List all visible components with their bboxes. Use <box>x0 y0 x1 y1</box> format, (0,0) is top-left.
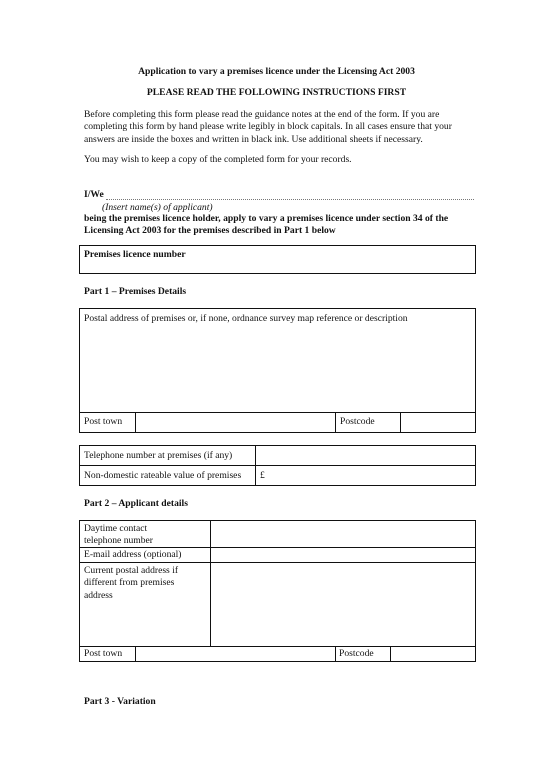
applicant-address-label-line-3: address <box>84 589 113 601</box>
applicant-postcode-label: Postcode <box>339 648 374 659</box>
iwe-label: I/We <box>84 189 104 200</box>
form-title: Application to vary a premises licence under the Licensing Act 2003 <box>138 66 415 77</box>
divider <box>135 646 136 661</box>
intro-line-3: answers are inside the boxes and written in black ink. Use additional sheets if necessary. <box>84 133 423 145</box>
divider <box>255 446 256 485</box>
applicant-name-hint: (Insert name(s) of applicant) <box>102 202 213 213</box>
premises-contact-box <box>79 445 476 486</box>
divider <box>80 562 475 563</box>
premises-address-label: Postal address of premises or, if none, ordnance survey map reference or description <box>84 313 408 324</box>
applicant-address-field[interactable] <box>215 565 470 643</box>
divider <box>400 412 401 432</box>
daytime-phone-label-line-2: telephone number <box>84 535 153 547</box>
part1-heading: Part 1 – Premises Details <box>84 286 187 297</box>
intro-line-2: completing this form by hand please write legibly in block capitals. In all cases ensure that your <box>84 121 452 133</box>
applicant-address-label-line-2: different from premises <box>84 577 175 589</box>
divider <box>135 412 136 432</box>
applicant-address-label-line-1: Current postal address if <box>84 565 179 576</box>
premises-post-town-label: Post town <box>84 416 123 427</box>
declaration-line-2: Licensing Act 2003 for the premises described in Part 1 below <box>84 225 336 237</box>
copy-note: You may wish to keep a copy of the completed form for your records. <box>84 154 352 165</box>
applicant-details-box <box>79 520 476 662</box>
licence-number-label: Premises licence number <box>84 249 186 260</box>
applicant-address-label <box>84 565 178 602</box>
declaration <box>84 213 484 238</box>
divider <box>335 646 336 661</box>
daytime-phone-label-line-1: Daytime contact <box>84 523 148 534</box>
intro-line-1: Before completing this form please read the guidance notes at the end of the form. If you are <box>84 109 440 120</box>
rateable-value-field[interactable]: £ <box>260 470 265 481</box>
divider <box>80 646 475 647</box>
daytime-phone-label <box>84 523 153 548</box>
rateable-value-label: Non-domestic rateable value of premises <box>84 470 242 481</box>
intro-paragraph <box>84 109 504 146</box>
divider <box>210 521 211 646</box>
declaration-line-1: being the premises licence holder, apply to vary a premises licence under section 34 of the <box>84 213 449 224</box>
email-label: E-mail address (optional) <box>84 549 182 560</box>
part2-heading: Part 2 – Applicant details <box>84 498 188 509</box>
premises-address-box <box>79 308 476 433</box>
part3-heading: Part 3 - Variation <box>84 696 156 707</box>
premises-postcode-label: Postcode <box>340 416 375 427</box>
divider <box>335 412 336 432</box>
divider <box>80 465 475 466</box>
divider <box>80 412 475 413</box>
divider <box>390 646 391 661</box>
premises-telephone-label: Telephone number at premises (if any) <box>84 450 233 461</box>
applicant-name-field[interactable] <box>106 199 474 200</box>
applicant-post-town-label: Post town <box>84 648 123 659</box>
premises-address-field[interactable] <box>84 329 469 409</box>
licence-number-box[interactable] <box>79 245 476 274</box>
instruction-heading: PLEASE READ THE FOLLOWING INSTRUCTIONS FIRST <box>146 87 407 98</box>
